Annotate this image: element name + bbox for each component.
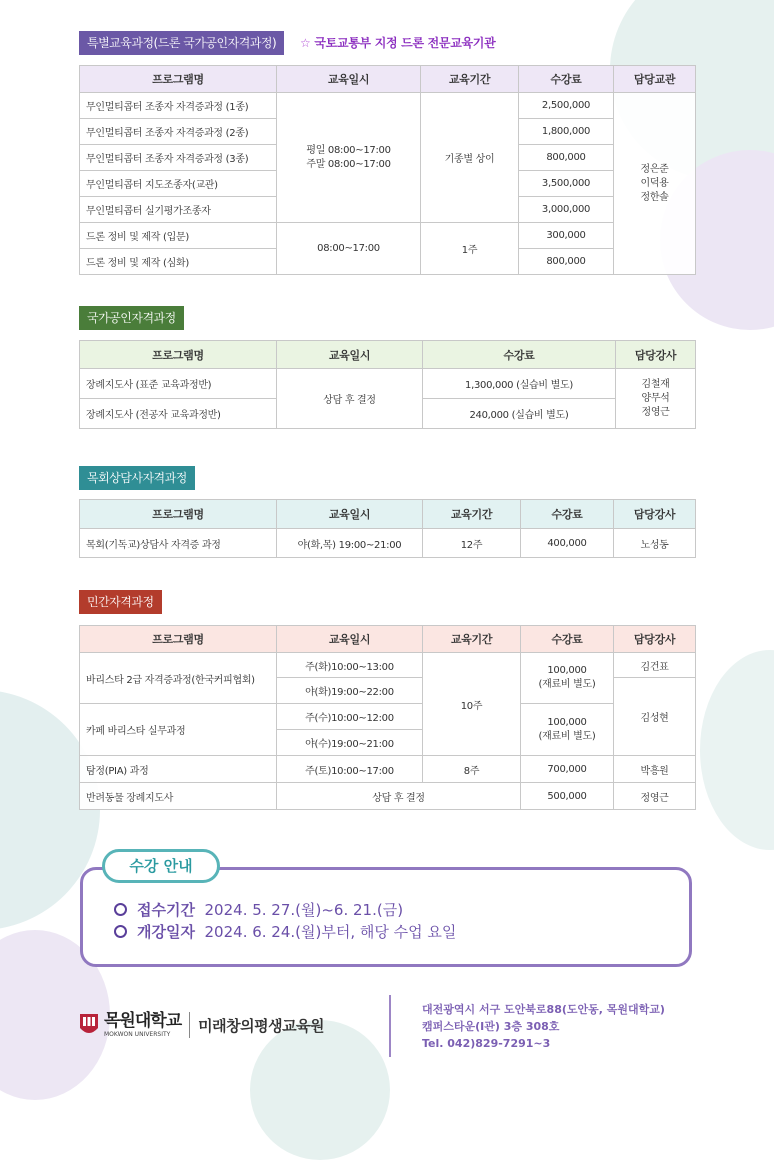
special-note [300,34,495,51]
program-name: 장례지도사 (표준 교육과정반) [80,369,277,399]
bullet-ring-icon [114,903,127,916]
header-fee: 수강료 [423,341,616,369]
pastoral-table [79,499,696,558]
header-schedule: 교육일시 [277,626,423,653]
notice-title: 수강 안내 [102,849,220,883]
fee-value: 100,000 [547,716,587,728]
fee-cell: 1,300,000 (실습비 별도) [423,369,616,399]
header-period: 교육기간 [423,626,521,653]
schedule-cell: 08:00~17:00 [277,223,421,275]
instructor-cell: 김건표 [614,653,696,678]
instructor-name: 양무석 [641,392,670,404]
bg-shape-bottom [250,1020,390,1160]
program-name: 무인멀티콥터 조종자 자격증과정 (2종) [80,119,277,145]
university-name: 목원대학교 [104,1010,182,1031]
instructor-cell: 노성동 [614,529,696,558]
bg-shape-right-mid [700,650,774,850]
notice-label: 접수기간 [137,901,195,919]
instructor-name: 이덕용 [640,177,669,189]
university-emblem-icon [78,1012,100,1038]
notice-value: 2024. 5. 27.(월)~6. 21.(금) [204,901,404,919]
footer-divider [389,995,391,1057]
footer-logo [78,1012,324,1038]
address-line: 대전광역시 서구 도안북로88(도안동, 목원대학교) [422,1003,665,1016]
instructor-name: 정영근 [641,406,670,418]
national-section-tag: 국가공인자격과정 [79,306,184,330]
instructor-name: 정은준 [640,163,669,175]
star-icon: ☆ [300,36,311,50]
notice-registration [114,899,403,920]
fee-cell: 300,000 [519,223,614,249]
fee-cell: 500,000 [521,783,614,810]
header-fee: 수강료 [521,626,614,653]
program-name: 드론 정비 및 제작 (심화) [80,249,277,275]
period-cell: 12주 [423,529,521,558]
university-name-block [104,1010,182,1038]
fee-cell: 3,000,000 [519,197,614,223]
schedule-cell: 주(수)10:00~12:00 [277,704,423,730]
header-fee: 수강료 [519,66,614,93]
schedule-cell: 야(화)19:00~22:00 [277,678,423,704]
schedule-cell: 야(수)19:00~21:00 [277,730,423,756]
logo-divider [189,1012,190,1038]
fee-cell: 1,800,000 [519,119,614,145]
schedule-cell: 야(화,목) 19:00~21:00 [277,529,423,558]
header-program: 프로그램명 [80,500,277,529]
phone-number: Tel. 042)829-7291~3 [422,1037,551,1050]
program-name: 카페 바리스타 실무과정 [80,704,277,756]
fee-cell: 800,000 [519,145,614,171]
header-program: 프로그램명 [80,341,277,369]
special-table [79,65,696,275]
university-name-en: MOKWON UNIVERSITY [104,1030,171,1038]
notice-start [114,921,456,942]
fee-cell [521,704,614,756]
schedule-cell: 상담 후 결정 [277,369,423,429]
program-name: 드론 정비 및 제작 (입문) [80,223,277,249]
table-row [80,223,696,249]
footer-address [422,1001,665,1052]
program-name: 탐정(PIA) 과정 [80,756,277,783]
period-cell: 기종별 상이 [421,93,519,223]
header-fee: 수강료 [521,500,614,529]
program-name: 목회(기독교)상담사 자격증 과정 [80,529,277,558]
address-line: 캠퍼스타운(I관) 3층 308호 [422,1020,560,1033]
fee-value: 100,000 [547,665,587,676]
period-cell: 1주 [421,223,519,275]
program-name: 반려동물 장례지도사 [80,783,277,810]
schedule-cell [277,93,421,223]
table-row [80,783,696,810]
fee-cell: 400,000 [521,529,614,558]
header-instructor: 담당교관 [614,66,696,93]
period-cell: 10주 [423,653,521,756]
schedule-weekend: 주말 08:00~17:00 [306,158,391,170]
header-schedule: 교육일시 [277,341,423,369]
special-note-text: 국토교통부 지정 드론 전문교육기관 [314,36,496,50]
instructor-name: 김철재 [641,378,670,390]
header-program: 프로그램명 [80,66,277,93]
instructor-cell: 김성현 [614,678,696,756]
schedule-cell: 상담 후 결정 [277,783,521,810]
fee-note: (재료비 별도) [538,730,596,742]
header-instructor: 담당강사 [614,626,696,653]
instructor-cell: 정영근 [614,783,696,810]
fee-cell [521,653,614,704]
national-table [79,340,696,429]
instructor-name: 정한솔 [640,191,669,203]
header-period: 교육기간 [421,66,519,93]
program-name: 장례지도사 (전공자 교육과정반) [80,399,277,429]
table-row [80,93,696,119]
notice-label: 개강일자 [137,923,195,941]
program-name: 무인멀티콥터 조종자 자격증과정 (1종) [80,93,277,119]
table-row [80,369,696,399]
instructor-cell [616,369,696,429]
program-name: 무인멀티콥터 조종자 자격증과정 (3종) [80,145,277,171]
header-program: 프로그램명 [80,626,277,653]
fee-cell: 700,000 [521,756,614,783]
table-row [80,529,696,558]
table-row [80,756,696,783]
period-cell: 8주 [423,756,521,783]
fee-cell: 800,000 [519,249,614,275]
program-name: 무인멀티콥터 지도조종자(교관) [80,171,277,197]
header-schedule: 교육일시 [277,66,421,93]
instructor-cell [614,93,696,275]
header-period: 교육기간 [423,500,521,529]
header-schedule: 교육일시 [277,500,423,529]
fee-note: (재료비 별도) [538,679,596,690]
pastoral-section-tag: 목회상담사자격과정 [79,466,195,490]
fee-cell: 240,000 (실습비 별도) [423,399,616,429]
table-row [80,653,696,678]
schedule-cell: 주(화)10:00~13:00 [277,653,423,678]
notice-value: 2024. 6. 24.(월)부터, 해당 수업 요일 [204,923,457,941]
instructor-cell: 박흥원 [614,756,696,783]
institute-name: 미래창의평생교육원 [198,1016,325,1035]
program-name: 무인멀티콥터 실기평가조종자 [80,197,277,223]
private-section-tag: 민간자격과정 [79,590,162,614]
table-row [80,704,696,730]
header-instructor: 담당강사 [616,341,696,369]
program-name: 바리스타 2급 자격증과정(한국커피협회) [80,653,277,704]
bullet-ring-icon [114,925,127,938]
schedule-weekday: 평일 08:00~17:00 [306,144,391,156]
schedule-cell: 주(토)10:00~17:00 [277,756,423,783]
header-instructor: 담당강사 [614,500,696,529]
private-table [79,625,696,810]
special-section-tag: 특별교육과정(드론 국가공인자격과정) [79,31,284,55]
fee-cell: 3,500,000 [519,171,614,197]
fee-cell: 2,500,000 [519,93,614,119]
